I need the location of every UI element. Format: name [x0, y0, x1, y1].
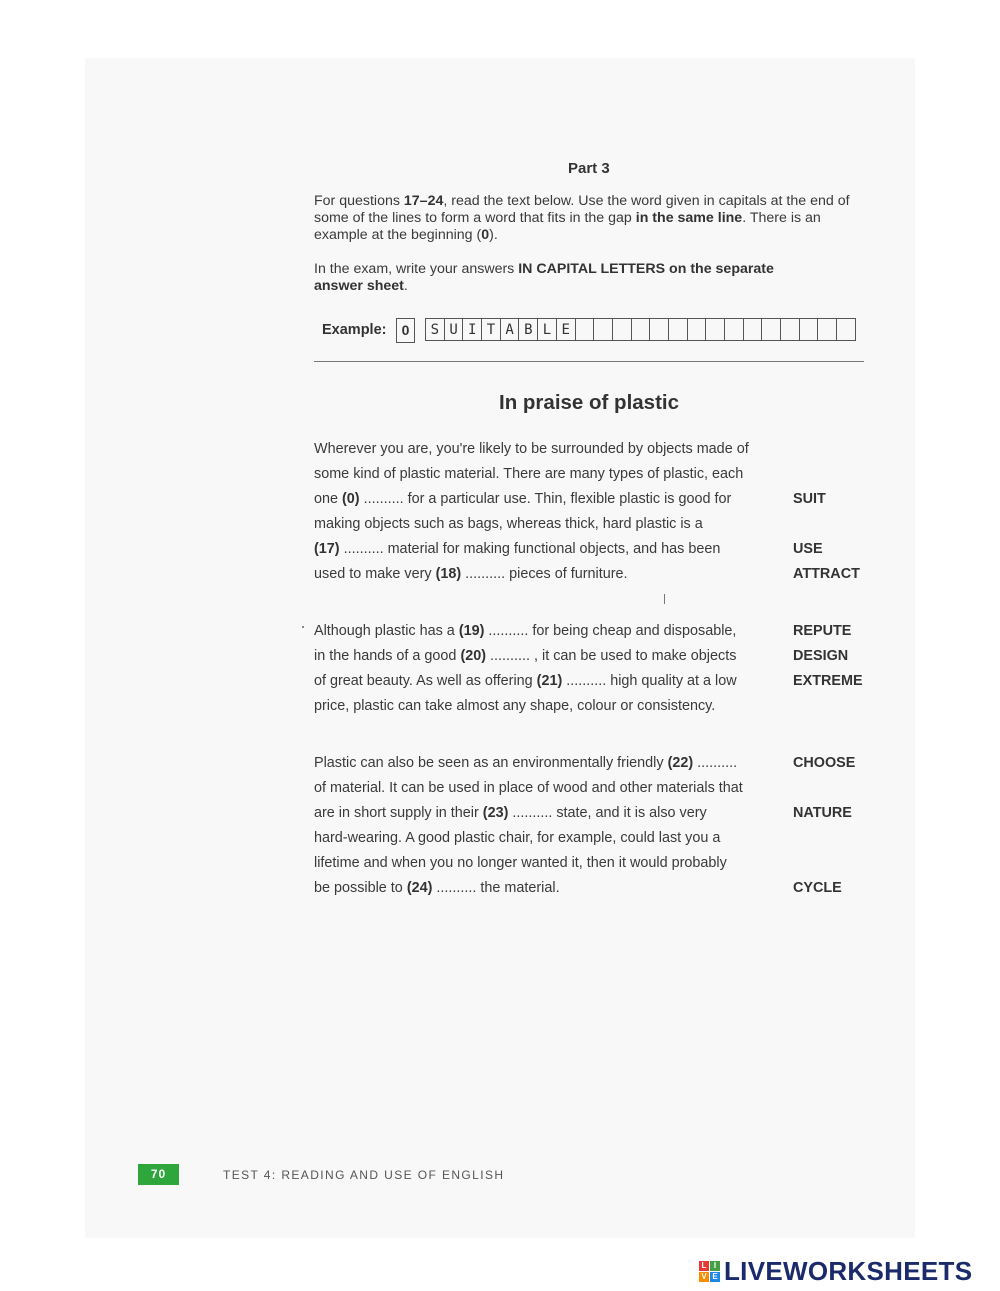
text-segment: hard-wearing. A good plastic chair, for example, could last you a	[314, 830, 721, 846]
liveworksheets-logo	[699, 1256, 972, 1287]
example-letter-box	[594, 318, 613, 341]
text-segment: one	[314, 491, 343, 507]
text-line	[314, 623, 736, 639]
keyword-design: DESIGN	[793, 648, 849, 664]
text-title: In praise of plastic	[499, 391, 679, 414]
example-answer-boxes	[425, 318, 856, 341]
text-segment: .......... high quality at a low	[562, 673, 737, 689]
text-line	[314, 698, 715, 714]
text-segment: .......... for a particular use. Thin, flexible plastic is good for	[359, 491, 732, 507]
keyword-repute: REPUTE	[793, 623, 852, 639]
example-letter-box: E	[557, 318, 576, 341]
logo-grid-cell: E	[710, 1272, 720, 1282]
text-line	[314, 541, 720, 557]
keyword-choose: CHOOSE	[793, 755, 856, 771]
text-segment: Although plastic has a	[314, 623, 459, 639]
text-segment: lifetime and when you no longer wanted it, then it would probably	[314, 855, 727, 871]
example-letter-box	[669, 318, 688, 341]
text-line	[314, 805, 707, 821]
example-letter-box: S	[426, 318, 445, 341]
example-label: Example:	[322, 322, 387, 338]
text-line	[314, 516, 703, 532]
example-letter-box	[762, 318, 781, 341]
example-letter-box	[576, 318, 595, 341]
text-segment: .......... material for making functional objects, and has been	[339, 541, 721, 557]
text-line	[314, 466, 743, 482]
question-number: (22)	[667, 755, 694, 771]
text-line	[314, 830, 720, 846]
question-number: (19)	[458, 623, 485, 639]
text-segment: price, plastic can take almost any shape, colour or consistency.	[314, 698, 716, 714]
question-number: (18)	[435, 566, 462, 582]
example-letter-box: U	[445, 318, 464, 341]
keyword-extreme: EXTREME	[793, 673, 863, 689]
example-letter-box	[632, 318, 651, 341]
logo-text: LIVEWORKSHEETS	[724, 1256, 973, 1286]
text-segment: making objects such as bags, whereas thick, hard plastic is a	[314, 516, 703, 532]
text-segment: .......... the material.	[432, 880, 560, 896]
text-line	[314, 755, 737, 771]
stray-dot	[302, 626, 304, 628]
example-letter-box	[800, 318, 819, 341]
text-segment: in the hands of a good	[314, 648, 461, 664]
text-line	[314, 441, 749, 457]
text-line	[314, 491, 731, 507]
running-title: TEST 4: READING AND USE OF ENGLISH	[223, 1168, 505, 1182]
text-line	[314, 566, 628, 582]
question-number: (0)	[342, 491, 360, 507]
example-letter-box: I	[463, 318, 482, 341]
text-segment: Wherever you are, you're likely to be surrounded by objects made of	[314, 441, 749, 457]
example-letter-box	[781, 318, 800, 341]
instructions-paragraph-1: For questions 17–24, read the text below. Use the word given in capitals at the end of some of the lines to form a word that fits in the gap in the same line. There is an example at the beginning (0).	[314, 193, 850, 243]
text-segment: are in short supply in their	[314, 805, 483, 821]
text-line	[314, 880, 560, 896]
keyword-cycle: CYCLE	[793, 880, 842, 896]
divider-rule	[314, 361, 864, 362]
text-segment: of material. It can be used in place of wood and other materials that	[314, 780, 743, 796]
example-letter-box: A	[501, 318, 520, 341]
question-number: (24)	[406, 880, 433, 896]
logo-grid-cell: L	[699, 1261, 709, 1271]
keyword-nature: NATURE	[793, 805, 852, 821]
stray-mark	[664, 594, 665, 604]
text-segment: .......... state, and it is also very	[508, 805, 707, 821]
logo-grid-icon	[699, 1261, 720, 1282]
question-number: (23)	[482, 805, 509, 821]
question-number: (20)	[460, 648, 487, 664]
text-line	[314, 648, 736, 664]
text-segment: ..........	[693, 755, 738, 771]
example-letter-box	[818, 318, 837, 341]
keyword-attract: ATTRACT	[793, 566, 860, 582]
text-line	[314, 673, 737, 689]
text-segment: used to make very	[314, 566, 436, 582]
example-letter-box: T	[482, 318, 501, 341]
text-segment: .......... pieces of furniture.	[461, 566, 628, 582]
example-letter-box: B	[519, 318, 538, 341]
example-letter-box	[744, 318, 763, 341]
logo-grid-cell: I	[710, 1261, 720, 1271]
example-letter-box	[706, 318, 725, 341]
example-letter-box	[613, 318, 632, 341]
text-segment: be possible to	[314, 880, 407, 896]
logo-grid-cell: V	[699, 1272, 709, 1282]
example-letter-box	[650, 318, 669, 341]
keyword-use: USE	[793, 541, 823, 557]
example-letter-box	[837, 318, 856, 341]
question-number: (17)	[314, 541, 340, 557]
page-number: 70	[138, 1164, 179, 1185]
example-letter-box	[688, 318, 707, 341]
example-letter-box: L	[538, 318, 557, 341]
text-segment: .......... for being cheap and disposable,	[484, 623, 737, 639]
text-segment: some kind of plastic material. There are many types of plastic, each	[314, 466, 744, 482]
text-segment: .......... , it can be used to make objects	[486, 648, 737, 664]
text-line	[314, 780, 743, 796]
text-line	[314, 855, 727, 871]
text-segment: Plastic can also be seen as an environmentally friendly	[314, 755, 668, 771]
question-number: (21)	[536, 673, 563, 689]
example-letter-box	[725, 318, 744, 341]
example-number-box: 0	[396, 318, 415, 343]
keyword-suit: SUIT	[793, 491, 826, 507]
text-segment: of great beauty. As well as offering	[314, 673, 537, 689]
instructions-paragraph-2: In the exam, write your answers IN CAPITAL LETTERS on the separate answer sheet.	[314, 261, 774, 294]
